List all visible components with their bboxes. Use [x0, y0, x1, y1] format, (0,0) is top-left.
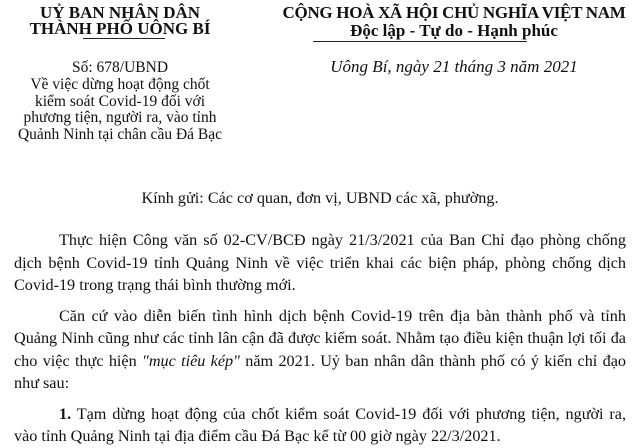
issuer-name-line1: UỶ BAN NHÂN DÂN [39, 3, 201, 22]
issuer-underline [83, 38, 165, 39]
place-date: Uông Bí, ngày 21 tháng 3 năm 2021 [330, 57, 578, 76]
paragraph-2-text-a: Căn cứ vào diễn biến tình hình dịch bệnh Covid-19 trên địa bàn thành phố và tỉnh Quảng Ninh cũng như các tỉnh lân cận đã được kiểm soát. Nhằm tạo điều kiện thuận lợi tối đa cho việc thực hiện [14, 306, 626, 370]
subject-line-4: Quảnh Ninh tại chân cầu Đá Bạc [17, 125, 222, 143]
issuer-name-line2: THÀNH PHỐ UÔNG BÍ [29, 19, 211, 38]
paragraph-1 [14, 229, 626, 297]
subject-line-1: Về việc dừng hoạt động chốt [30, 76, 210, 93]
item-1 [14, 403, 626, 448]
motto-underline [313, 41, 527, 42]
national-title: CỘNG HOÀ XÃ HỘI CHỦ NGHĨA VIỆT NAM [282, 3, 626, 22]
paragraph-1-text: Thực hiện Công văn số 02-CV/BCĐ ngày 21/3/2021 của Ban Chỉ đạo phòng chống dịch bệnh Covid-19 tỉnh Quảng Ninh về việc triển khai các biện pháp, phòng chống dịch Covid-19 trong trạng thái bình thường mới. [14, 231, 626, 294]
paragraph-2-emphasis: "mục tiêu kép" [142, 351, 240, 370]
item-1-text: Tạm dừng hoạt động của chốt kiểm soát Covid-19 đối với phương tiện, người ra, vào tỉnh Quảng Ninh tại địa điểm cầu Đá Bạc kể từ 00 giờ ngày 22/3/2021. [14, 404, 626, 445]
subject-line-3: phương tiện, người ra, vào tỉnh [23, 109, 217, 126]
document-number: Số: 678/UBND [71, 59, 169, 76]
recipients-line: Kính gửi: Các cơ quan, đơn vị, UBND các xã, phường. [141, 189, 499, 207]
item-1-number: 1. [59, 404, 72, 423]
paragraph-2-text-b: năm 2021. Uỷ ban nhân dân thành phố có ý kiến chỉ đạo như sau: [14, 351, 626, 392]
paragraph-2 [14, 305, 626, 395]
subject-line-2: kiểm soát Covid-19 đối với [34, 92, 206, 110]
national-motto: Độc lập - Tự do - Hạnh phúc [350, 21, 558, 40]
